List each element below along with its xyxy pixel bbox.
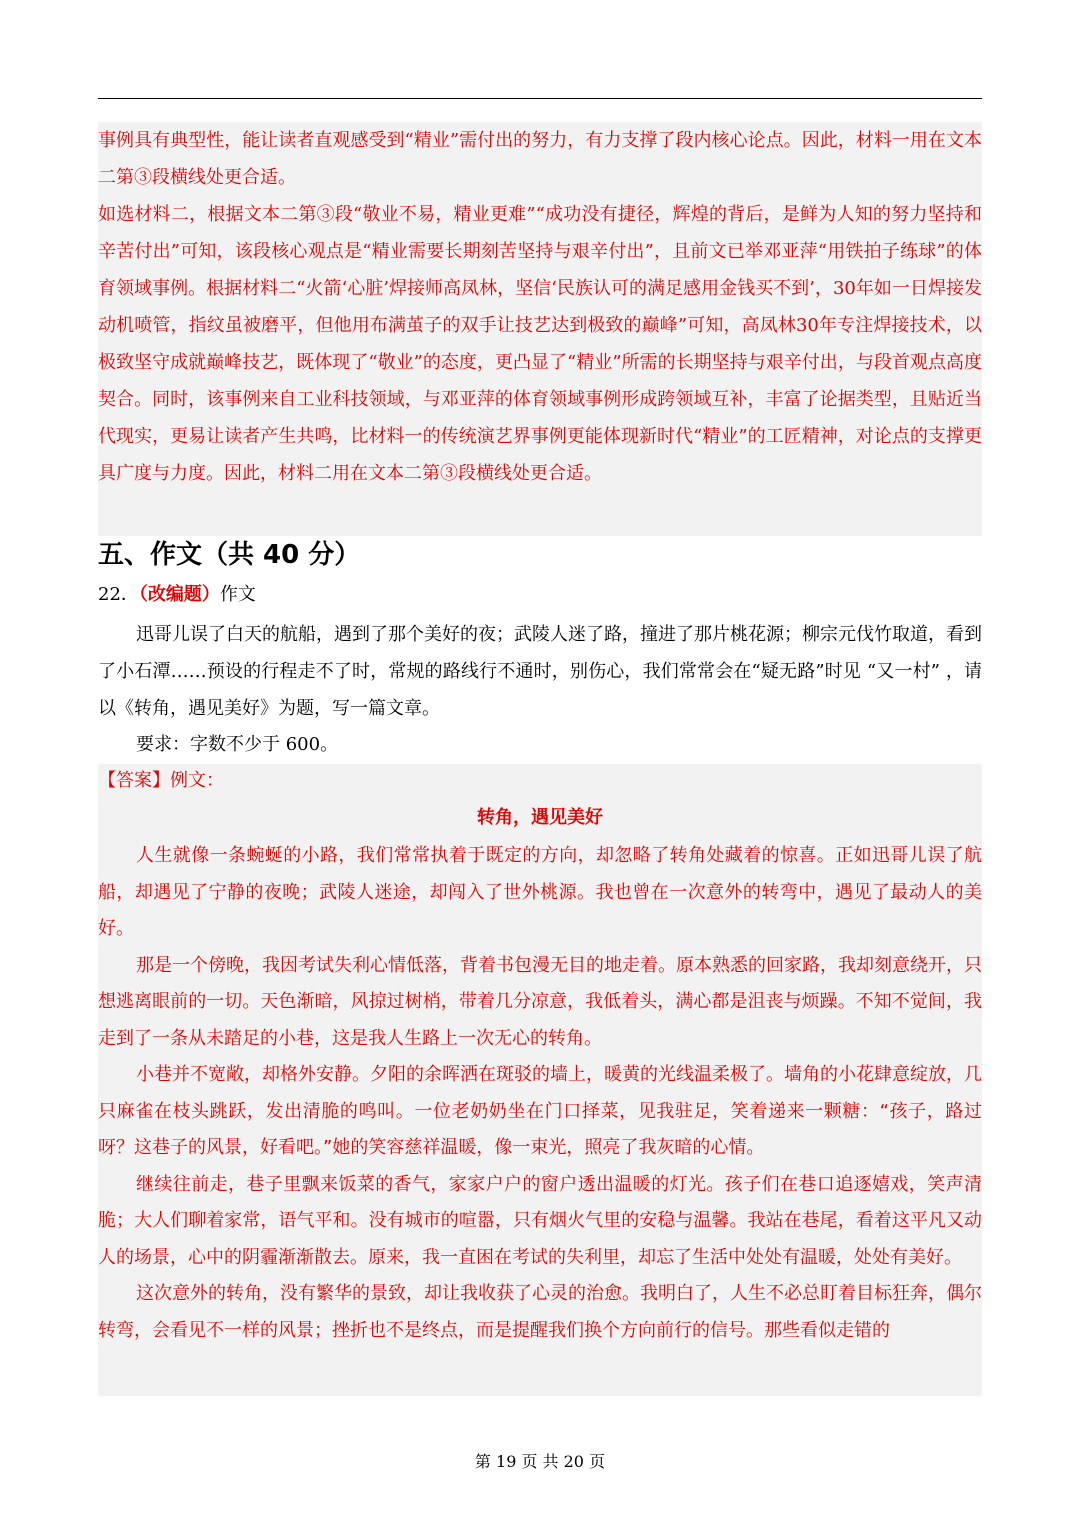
question-tag: （改编题）	[138, 584, 220, 605]
essay-paragraph: 继续往前走，巷子里飘来饭菜的香气，家家户户的窗户透出温暖的灯光。孩子们在巷口追逐嬉戏，笑声清脆；大人们聊着家常，语气平和。没有城市的喧嚣，只有烟火气里的安稳与温馨。我站在巷尾，看着这平凡又动人的场景，心中的阴霾渐渐散去。原来，我一直困在考试的失利里，却忘了生活中处处有温暖，处处有美好。	[98, 1173, 982, 1268]
question-prompt: 迅哥儿误了白天的航船，遇到了那个美好的夜；武陵人迷了路，撞进了那片桃花源；柳宗元伐竹取道，看到了小石潭……预设的行程走不了时，常规的路线行不通时，别伤心，我们常常会在“疑无路”时见 “又一村” ，请以《转角，遇见美好》为题，写一篇文章。	[98, 624, 982, 719]
answer-paragraph: 如选材料二，根据文本二第③段“敬业不易，精业更难”“成功没有捷径，辉煌的背后，是鲜为人知的努力坚持和辛苦付出”可知，该段核心观点是“精业需要长期刻苦坚持与艰辛付出”，且前文已举邓亚萍“用铁拍子练球”的体育领域事例。根据材料二“火箭‘心脏’焊接师高凤林，坚信‘民族认可的满足感用金钱买不到’，30年如一日焊接发动机喷管，指纹虽被磨平，但他用布满茧子的双手让技艺达到极致的巅峰”可知，高凤林30年专注焊接技术，以极致坚守成就巅峰技艺，既体现了“敬业”的态度，更凸显了“精业”所需的长期坚持与艰辛付出，与段首观点高度契合。同时，该事例来自工业科技领域，与邓亚萍的体育领域事例形成跨领域互补，丰富了论据类型，且贴近当代现实，更易让读者产生共鸣，比材料一的传统演艺界事例更能体现新时代“精业”的工匠精神，对论点的支撑更具广度与力度。因此，材料二用在文本二第③段横线处更合适。	[98, 204, 982, 484]
essay-paragraph: 那是一个傍晚，我因考试失利心情低落，背着书包漫无目的地走着。原本熟悉的回家路，我却刻意绕开，只想逃离眼前的一切。天色渐暗，风掠过树梢，带着几分凉意，我低着头，满心都是沮丧与烦躁。不知不觉间，我走到了一条从未踏足的小巷，这是我人生路上一次无心的转角。	[98, 954, 982, 1049]
essay-title: 转角，遇见美好	[477, 807, 603, 828]
essay-paragraph: 这次意外的转角，没有繁华的景致，却让我收获了心灵的治愈。我明白了，人生不必总盯着目标狂奔，偶尔转弯，会看见不一样的风景；挫折也不是终点，而是提醒我们换个方向前行的信号。那些看似走错的	[98, 1283, 982, 1341]
answer-box-essay	[98, 764, 982, 1396]
essay-paragraph: 人生就像一条蜿蜒的小路，我们常常执着于既定的方向，却忽略了转角处藏着的惊喜。正如迅哥儿误了航船，却遇见了宁静的夜晚；武陵人迷途，却闯入了世外桃源。我也曾在一次意外的转弯中，遇见了最动人的美好。	[98, 845, 982, 939]
question-type: 作文	[219, 584, 256, 605]
page-footer: 第 19 页 共 20 页	[474, 1452, 606, 1471]
question-line	[98, 580, 256, 610]
header-rule	[98, 98, 982, 99]
question-requirement: 要求：字数不少于 600。	[136, 734, 339, 755]
essay-paragraph: 小巷并不宽敞，却格外安静。夕阳的余晖洒在斑驳的墙上，暖黄的光线温柔极了。墙角的小花肆意绽放，几只麻雀在枝头跳跃，发出清脆的鸣叫。一位老奶奶坐在门口择菜，见我驻足，笑着递来一颗糖：“孩子，路过呀？这巷子的风景，好看吧。”她的笑容慈祥温暖，像一束光，照亮了我灰暗的心情。	[98, 1064, 982, 1158]
question-number: 22．	[98, 584, 139, 605]
answer-paragraph: 事例具有典型性，能让读者直观感受到“精业”需付出的努力，有力支撑了段内核心论点。因此，材料一用在文本二第③段横线处更合适。	[98, 130, 982, 188]
answer-label: 【答案】例文：	[98, 770, 224, 791]
section-heading: 五、作文（共 40 分）	[98, 540, 361, 570]
answer-box-previous	[98, 122, 982, 536]
